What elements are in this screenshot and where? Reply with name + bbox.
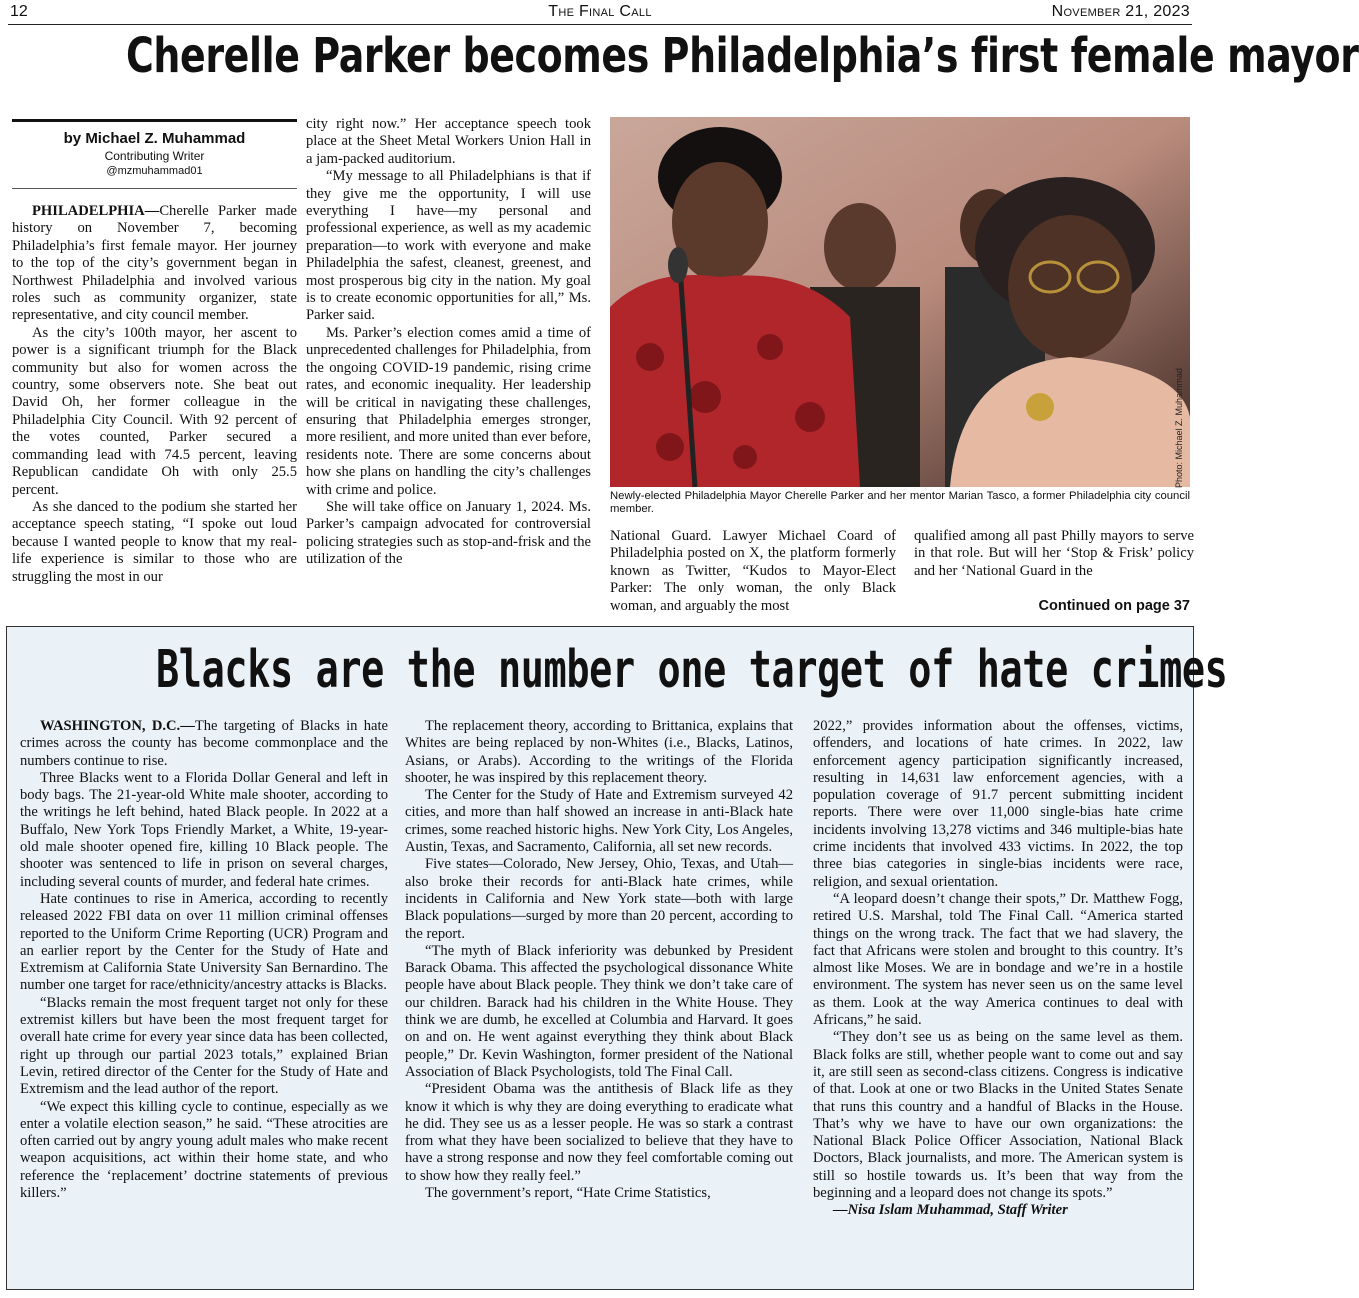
story1-column-4 <box>914 528 1194 580</box>
paragraph: Hate continues to rise in America, according to recently released 2022 FBI data on over 11 million criminal offenses reported to the Uniform Crime Reporting (UCR) Program and an earlier report by the Center for the Study of Hate and Extremism at California State University San Bernardino. The number one target for race/ethnicity/ancestry attacks is Blacks. <box>20 890 388 994</box>
story1-column-3 <box>610 528 896 615</box>
paragraph: city right now.” Her acceptance speech took place at the Sheet Metal Workers Union Hall in a jam-packed auditorium. <box>306 116 591 167</box>
paragraph: “My message to all Philadelphians is that if they give me the opportunity, I will use everything I have—my personal and professional experience, as well as my academic preparation—to work with everyone and make Philadelphia the safest, cleanest, greenest, and most prosperous big city in the nation. My goal is to create economic opportunities for all,” Ms. Parker said. <box>306 168 591 324</box>
paragraph: She will take office on January 1, 2024. Ms. Parker’s campaign advocated for controversial policing strategies such as stop-and-frisk and the utilization of the <box>306 498 591 568</box>
issue-date: November 21, 2023 <box>1051 3 1190 20</box>
story2-column-2 <box>405 718 793 1202</box>
paragraph: As she danced to the podium she started her acceptance speech stating, “I spoke out loud because I wanted people to know that my real-life experience is similar to those who are struggling the most in our <box>12 498 297 585</box>
paragraph: qualified among all past Philly mayors to serve in that role. But will her ‘Stop & Frisk’ policy and her ‘National Guard in the <box>914 528 1194 579</box>
paragraph: As the city’s 100th mayor, her ascent to power is a significant triumph for the Black community but also for women across the country, some observers note. She beat out David Oh, her former colleague in the Philadelphia City Council. With 92 percent of the votes counted, Parker secured a commanding lead with 74.5 percent, leaving Republican candidate Oh with only 25.5 percent. <box>12 324 297 498</box>
paragraph: Three Blacks went to a Florida Dollar General and left in body bags. The 21-year-old White male shooter, according to the writings he left behind, hated Black people. In 2022 at a Buffalo, New York Tops Friendly Market, a White, 19-year-old male shooter opened fire, killing 10 Black people. The shooter was sentenced to life in prison on several charges, including several counts of murder, and federal hate crimes. <box>20 769 388 890</box>
continued-link[interactable]: Continued on page 37 <box>1038 598 1190 614</box>
story2-column-1 <box>20 718 388 1202</box>
page-number: 12 <box>10 3 28 20</box>
paragraph: “They don’t see us as being on the same level as them. Black folks are still, whether people want to come out and say it, are still seen as second-class citizens. Congress is indicative of that. Look at one or two Blacks in the United States Senate that runs this country and a handful of Blacks in the House. That’s why we have to have our own organizations: the National Black Police Officer Association, National Black Doctors, Black journalists, and more. The American system is still so hostile towards us. It’s been that way from the beginning and a leopard does not change its spots.” <box>813 1029 1183 1202</box>
paragraph: The targeting of Blacks in hate crimes across the county has become commonplace and the numbers continue to rise. <box>20 718 388 769</box>
paragraph: Ms. Parker’s election comes amid a time of unprecedented challenges for Philadelphia, from the ongoing COVID-19 pandemic, rising crime rates, and economic inequality. Her leadership will be critical in navigating these challenges, ensuring that Philadelphia emerges stronger, more resilient, and more united than ever before, residents note. There are some concerns about how she plans on handling the city’s challenges with crime and police. <box>306 324 591 498</box>
staff-writer-signature: —Nisa Islam Muhammad, Staff Writer <box>833 1202 1068 1219</box>
paragraph: The replacement theory, according to Brittanica, explains that Whites are being replaced by non-Whites (i.e., Blacks, Latinos, Asians, or Arabs). According to the writings of the Florida shooter, he was inspired by this replacement theory. <box>405 718 793 786</box>
paper-name: The Final Call <box>548 3 652 20</box>
paragraph: “We expect this killing cycle to continue, especially as we enter a volatile election season,” he said. “These atrocities are often carried out by angry young adult males who make recent weapon acquisitions, act within their home state, and who reference the ‘replacement’ doctrine statements of previous killers.” <box>20 1098 388 1202</box>
byline-name: by Michael Z. Muhammad <box>63 130 246 147</box>
paragraph: Cherelle Parker made history on November 7, becoming Philadelphia’s first female mayor. Her journey to the top of the city’s government began in Northwest Philadelphia and involved various roles such as community organizer, state representative, and city council member. <box>12 203 297 324</box>
byline-role: Contributing Writer <box>104 149 205 163</box>
header-rule <box>8 24 1192 25</box>
photo-caption: Newly-elected Philadelphia Mayor Cherelle Parker and her mentor Marian Tasco, a former Philadelphia city council member. <box>610 490 1190 515</box>
story1-dateline: PHILADELPHIA— <box>32 203 160 219</box>
story2-headline: Blacks are the number one target of hate crimes <box>156 640 1228 700</box>
byline-rule-top <box>12 119 297 122</box>
paragraph: “Blacks remain the most frequent target not only for these extremist killers but have been the most frequent target for overall hate crime for every year since data has been collected, right up through our partial 2023 totals,” explained Brian Levin, retired director of the Center for the Study of Hate and Extremism and the lead author of the report. <box>20 994 388 1098</box>
byline <box>12 130 297 177</box>
paragraph: Five states—Colorado, New Jersey, Ohio, Texas, and Utah—also broke their records for anti-Black hate crimes, while incidents in California and New York state—both with large Black populations—surged by more than 20 percent, according to the report. <box>405 856 793 942</box>
paragraph: National Guard. Lawyer Michael Coard of Philadelphia posted on X, the platform formerly known as Twitter, “Kudos to Mayor-Elect Parker: The only woman, the only Black woman, and arguably the most <box>610 528 896 614</box>
story2-column-3 <box>813 718 1183 1220</box>
story1-column-1 <box>12 203 297 586</box>
paragraph: “President Obama was the antithesis of Black life as they know it which is why they are doing everything to eradicate what he did. They see us as a lesser people. He was so stark a contrast from what they have been socialized to believe that they have to have a strong response and now they feel comfortable coming out to show how they really feel.” <box>405 1081 793 1184</box>
paragraph: The Center for the Study of Hate and Extremism surveyed 42 cities, and more than half showed an increase in anti-Black hate crimes, some reached historic highs. New York City, Los Angeles, Austin, Texas, and Sacramento, California, all set new records. <box>405 787 793 856</box>
paragraph: “The myth of Black inferiority was debunked by President Barack Obama. This affected the psychological dissonance White people have about Black people. They think we don’t take care of our children. Barack had his children in the White House. They think we are dumb, he excelled at Columbia and Harvard. It goes on and on. He went against everything they think about Black people,” Dr. Kevin Washington, former president of the National Association of Black Psychologists, told The Final Call. <box>405 942 793 1080</box>
paragraph: 2022,” provides information about the offenses, victims, offenders, and locations of hate crimes. In 2022, law enforcement agency participation significantly increased, resulting in 14,631 law enforcement agencies, with a population coverage of 91.7 percent submitting incident reports. There were over 11,000 single-bias hate crime incidents involving 13,278 victims and 346 multiple-bias hate crime incidents that involved 433 victims. In 2022, the top three bias categories in single-bias incidents were race, religion, and sexual orientation. <box>813 718 1183 890</box>
byline-rule-bottom <box>12 188 297 189</box>
paragraph: “A leopard doesn’t change their spots,” Dr. Matthew Fogg, retired U.S. Marshal, told The Final Call. “America started things on the wrong track. The fact that we had slavery, the fact that Africans were stolen and brought to this country. It’s almost like Moses. We are in bondage and we’re in a hostile environment. The system has never seen us on the same level as them. Look at the way America continues to deal with Africans,” he said. <box>813 890 1183 1029</box>
story1-headline: Cherelle Parker becomes Philadelphia’s first female mayor <box>126 28 1359 84</box>
story2-dateline: WASHINGTON, D.C.— <box>40 718 195 734</box>
story1-column-2 <box>306 116 591 569</box>
byline-handle: @mzmuhammad01 <box>106 165 203 177</box>
mayor-photo <box>610 117 1190 487</box>
photo-credit: Photo: Michael Z. Muhammad <box>1174 367 1184 488</box>
paragraph: The government’s report, “Hate Crime Statistics, <box>425 1185 711 1202</box>
